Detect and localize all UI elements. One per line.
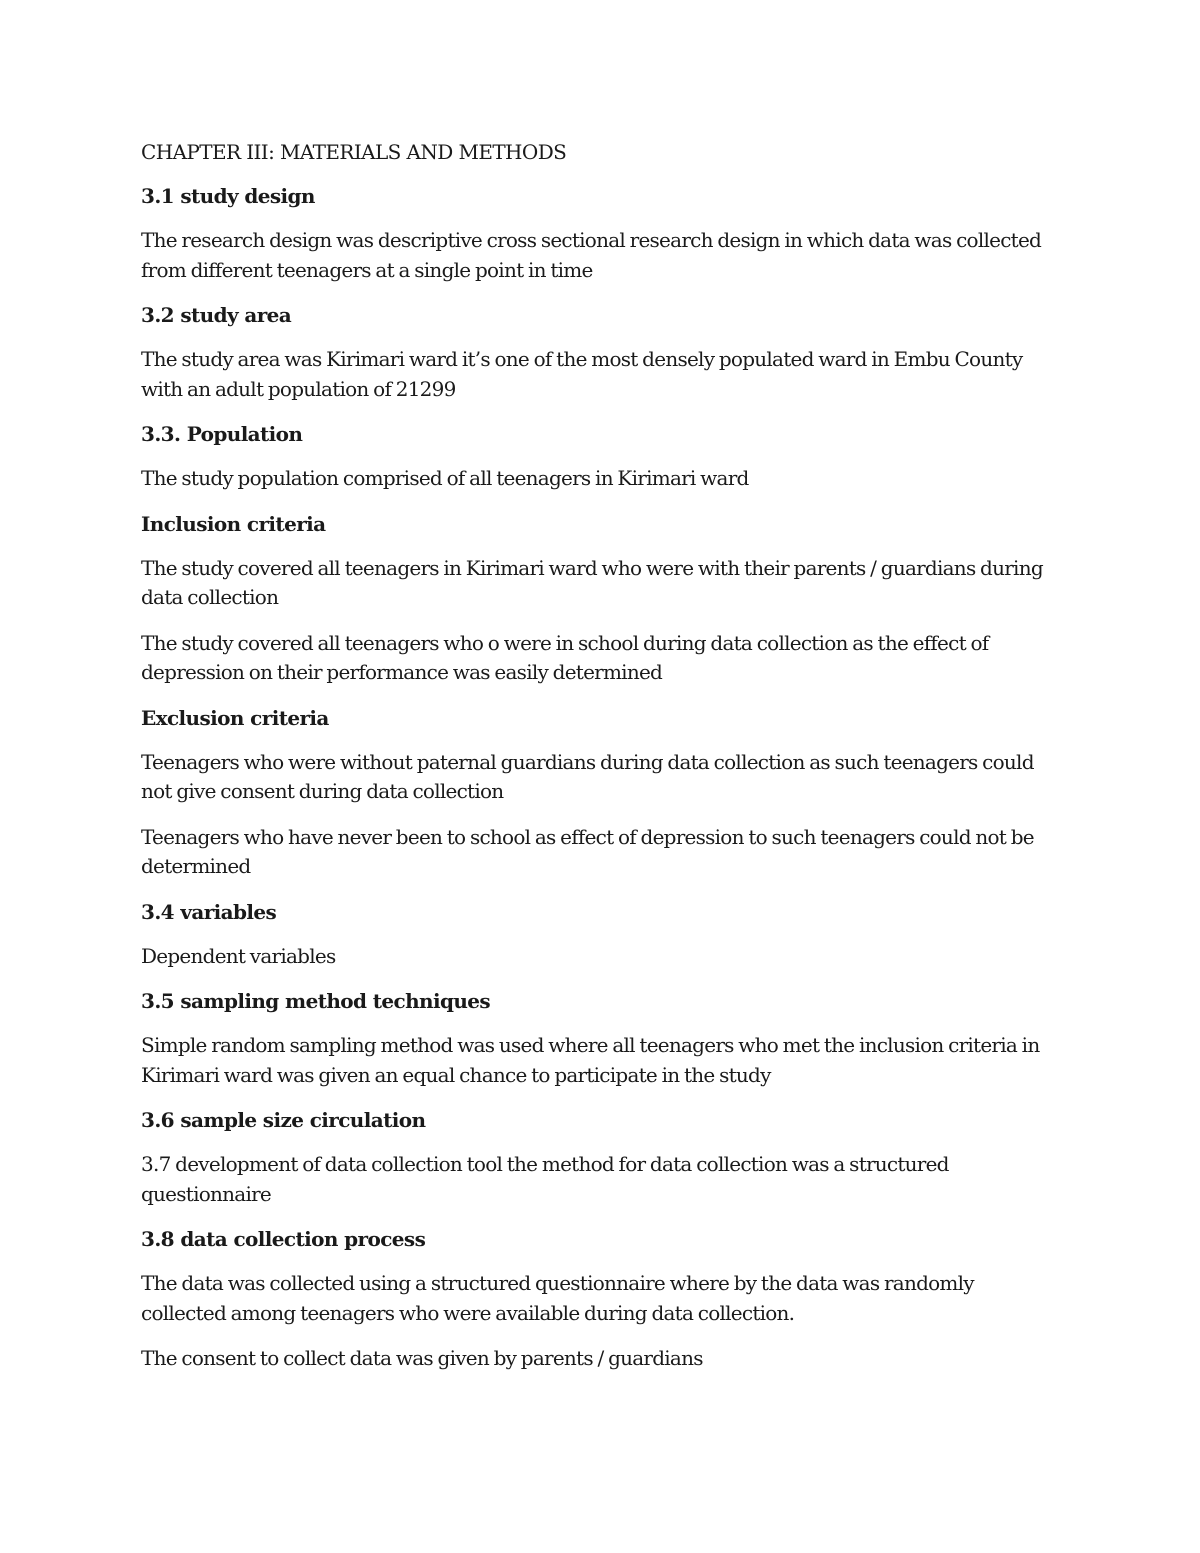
- text-line: questionnaire: [141, 1181, 271, 1206]
- text-line: Teenagers who were without paternal guardians during data collection as such teenagers could: [141, 749, 1034, 774]
- paragraph-population: [141, 464, 1061, 494]
- text-line: depression on their performance was easily determined: [141, 660, 663, 684]
- section-heading-variables: 3.4 variables: [141, 899, 277, 924]
- section-heading-sample-size: 3.6 sample size circulation: [141, 1108, 426, 1132]
- text-line: from different teenagers at a single point in time: [141, 257, 593, 282]
- paragraph-exclusion-2: [141, 823, 1061, 882]
- text-line: Kirimari ward was given an equal chance to participate in the study: [141, 1062, 771, 1087]
- section-heading-exclusion-criteria: Exclusion criteria: [141, 705, 329, 730]
- text-line: The study covered all teenagers who o were in school during data collection as the effect of: [141, 630, 989, 655]
- paragraph-variables: [141, 942, 1061, 972]
- text-line: The study area was Kirimari ward it’s one of the most densely populated ward in Embu County: [141, 347, 1023, 371]
- section-heading-sampling-method: 3.5 sampling method techniques: [141, 989, 491, 1013]
- text-line: The study population comprised of all teenagers in Kirimari ward: [141, 466, 749, 490]
- text-line: with an adult population of 21299: [141, 376, 456, 401]
- paragraph-inclusion-2: [141, 629, 1061, 688]
- text-line: Dependent variables: [141, 943, 336, 968]
- section-heading-inclusion-criteria: Inclusion criteria: [141, 511, 326, 536]
- section-heading-population: 3.3. Population: [141, 422, 303, 446]
- text-line: Simple random sampling method was used where all teenagers who met the inclusion criteria in: [141, 1033, 1040, 1057]
- paragraph-exclusion-1: [141, 748, 1061, 807]
- text-line: not give consent during data collection: [141, 779, 504, 803]
- text-line: data collection: [141, 585, 279, 609]
- text-line: Teenagers who have never been to school as effect of depression to such teenagers could not be: [141, 824, 1034, 849]
- document-body: [141, 138, 1061, 1390]
- text-line: collected among teenagers who were available during data collection.: [141, 1300, 795, 1325]
- paragraph-data-collection-tool: [141, 1150, 1061, 1209]
- text-line: The research design was descriptive cross sectional research design in which data was collected: [141, 228, 1042, 252]
- section-heading-study-design: 3.1 study design: [141, 184, 315, 208]
- paragraph-inclusion-1: [141, 554, 1061, 613]
- paragraph-study-design: [141, 226, 1061, 285]
- text-line: The study covered all teenagers in Kirimari ward who were with their parents / guardians during: [141, 555, 1043, 580]
- section-heading-data-collection-process: 3.8 data collection process: [141, 1227, 426, 1251]
- chapter-title: CHAPTER III: MATERIALS AND METHODS: [141, 140, 567, 164]
- paragraph-data-collection-process-1: [141, 1269, 1061, 1328]
- paragraph-sampling-method: [141, 1031, 1061, 1090]
- text-line: The consent to collect data was given by parents / guardians: [141, 1346, 703, 1370]
- paragraph-data-collection-process-2: [141, 1344, 1061, 1374]
- text-line: 3.7 development of data collection tool the method for data collection was a structured: [141, 1152, 949, 1176]
- paragraph-study-area: [141, 345, 1061, 404]
- text-line: determined: [141, 854, 251, 878]
- text-line: The data was collected using a structured questionnaire where by the data was randomly: [141, 1271, 974, 1295]
- section-heading-study-area: 3.2 study area: [141, 303, 292, 327]
